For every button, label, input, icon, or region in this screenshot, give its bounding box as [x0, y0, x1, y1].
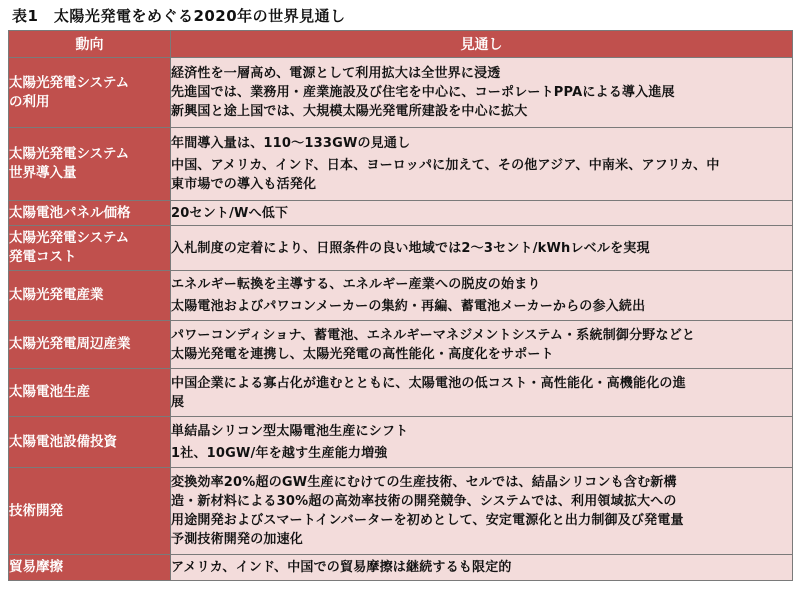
- row-description: [171, 321, 793, 369]
- description-line: 中国企業による寡占化が進むとともに、太陽電池の低コスト・高性能化・高機能化の進: [171, 375, 686, 391]
- description-line: 先進国では、業務用・産業施設及び住宅を中心に、コーポレートPPAによる導入進展: [171, 85, 675, 100]
- table-row: [9, 271, 793, 321]
- description-line: 20セント/Wへ低下: [171, 205, 289, 221]
- row-category: [9, 555, 171, 581]
- description-line: 太陽光発電を連携し、太陽光発電の高性能化・高度化をサポート: [171, 346, 554, 362]
- table-row: [9, 417, 793, 468]
- row-description: [171, 128, 793, 201]
- row-category: [9, 201, 171, 226]
- row-description: [171, 468, 793, 555]
- category-line: の利用: [9, 93, 50, 110]
- table-row: [9, 369, 793, 417]
- description-line: 年間導入量は、110～133GWの見通し: [171, 136, 411, 151]
- description-line: 展: [171, 394, 185, 410]
- table-row: [9, 58, 793, 128]
- table-row: [9, 321, 793, 369]
- description-line: 単結晶シリコン型太陽電池生産にシフト: [171, 423, 409, 439]
- description-line: 1社、10GW/年を越す生産能力増強: [171, 445, 388, 461]
- table-row: [9, 468, 793, 555]
- header-outlook: 見通し: [171, 31, 793, 58]
- table-caption: 表1 太陽光発電をめぐる2020年の世界見通し: [12, 7, 346, 25]
- category-line: 太陽電池設備投資: [9, 433, 117, 450]
- description-line: 太陽電池およびパワコンメーカーの集約・再編、蓄電池メーカーからの参入続出: [171, 299, 646, 314]
- row-category: [9, 271, 171, 321]
- category-line: 技術開発: [9, 502, 63, 519]
- description-line: 中国、アメリカ、インド、日本、ヨーロッパに加えて、その他アジア、中南米、アフリカ、中: [171, 158, 720, 173]
- row-description: [171, 58, 793, 128]
- category-line: 太陽光発電システム: [9, 146, 130, 162]
- table-row: [9, 226, 793, 271]
- row-category: [9, 468, 171, 555]
- row-category: [9, 321, 171, 369]
- header-trend: 動向: [9, 31, 171, 58]
- description-line: 予測技術開発の加速化: [171, 532, 304, 547]
- description-line: 変換効率20%超のGW生産にむけての生産技術、セルでは、結晶シリコンも含む新構: [171, 475, 677, 490]
- description-line: パワーコンディショナ、蓄電池、エネルギーマネジメントシステム・系統制御分野などと: [171, 327, 696, 343]
- description-line: 新興国と途上国では、大規模太陽光発電所建設を中心に拡大: [171, 104, 528, 119]
- row-category: [9, 128, 171, 201]
- category-line: 世界導入量: [9, 165, 77, 181]
- row-description: [171, 555, 793, 581]
- description-line: アメリカ、インド、中国での貿易摩擦は継続するも限定的: [171, 560, 512, 575]
- row-category: [9, 417, 171, 468]
- row-category: [9, 58, 171, 128]
- row-description: [171, 271, 793, 321]
- category-line: 発電コスト: [9, 249, 77, 265]
- description-line: 経済性を一層高め、電源として利用拡大は全世界に浸透: [171, 66, 501, 81]
- row-description: [171, 417, 793, 468]
- description-line: 東市場での導入も活発化: [171, 177, 317, 192]
- category-line: 太陽光発電システム: [9, 230, 130, 246]
- row-category: [9, 369, 171, 417]
- row-description: [171, 226, 793, 271]
- outlook-table: [8, 30, 793, 581]
- category-line: 太陽電池生産: [9, 384, 90, 400]
- description-line: 用途開発およびスマートインバーターを初めとして、安定電源化と出力制御及び発電量: [171, 513, 684, 528]
- table-row: [9, 201, 793, 226]
- table-header-row: [9, 31, 793, 58]
- category-line: 太陽電池パネル価格: [9, 204, 131, 221]
- category-line: 貿易摩擦: [9, 559, 63, 575]
- description-line: エネルギー転換を主導する、エネルギー産業への脱皮の始まり: [171, 277, 541, 292]
- category-line: 太陽光発電システム: [9, 74, 130, 91]
- description-line: 造・新材料による30%超の高効率技術の開発競争、システムでは、利用領域拡大への: [171, 494, 677, 509]
- row-description: [171, 201, 793, 226]
- description-line: 入札制度の定着により、日照条件の良い地域では2～3セント/kWhレベルを実現: [171, 240, 650, 256]
- category-line: 太陽光発電周辺産業: [9, 336, 131, 352]
- row-description: [171, 369, 793, 417]
- row-category: [9, 226, 171, 271]
- category-line: 太陽光発電産業: [9, 287, 104, 303]
- table-row: [9, 555, 793, 581]
- table-row: [9, 128, 793, 201]
